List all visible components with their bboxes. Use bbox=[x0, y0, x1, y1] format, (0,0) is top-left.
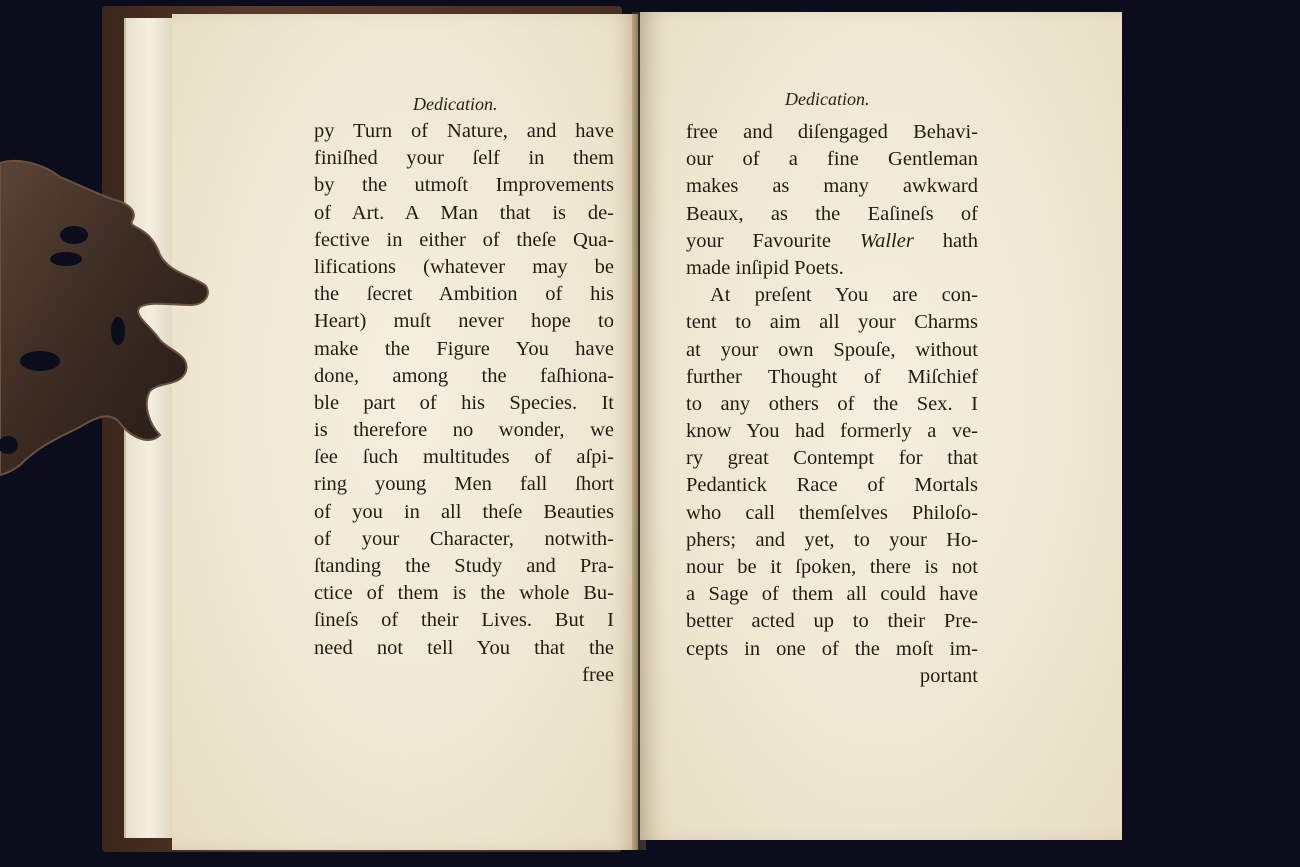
text-line: makes as many awkward bbox=[686, 175, 978, 198]
right-running-head: Dedication. bbox=[785, 89, 870, 109]
left-running-head: Dedication. bbox=[413, 94, 498, 114]
text-line: by the utmoſt Improvements bbox=[314, 174, 614, 197]
text-line: finiſhed your ſelf in them bbox=[314, 147, 614, 170]
text-line: ſee ſuch multitudes of aſpi- bbox=[314, 446, 614, 469]
text-line: your Favourite Waller hath bbox=[686, 229, 978, 252]
text-line: ring young Men fall ſhort bbox=[314, 473, 614, 496]
text-line: cepts in one of the moſt im- bbox=[686, 637, 978, 660]
text-line: at your own Spouſe, without bbox=[686, 338, 978, 361]
text-line: the ſecret Ambition of his bbox=[314, 283, 614, 306]
text-line: fective in either of theſe Qua- bbox=[314, 228, 614, 251]
text-line: to any others of the Sex. I bbox=[686, 392, 978, 415]
text-line: ry great Contempt for that bbox=[686, 447, 978, 470]
text-line: of you in all theſe Beauties bbox=[314, 500, 614, 523]
text-line: ſineſs of their Lives. But I bbox=[314, 609, 614, 632]
text-line: know You had formerly a ve- bbox=[686, 420, 978, 443]
text-line: Heart) muſt never hope to bbox=[314, 310, 614, 333]
text-line: Beaux, as the Eaſineſs of bbox=[686, 202, 978, 225]
left-page bbox=[172, 14, 638, 850]
text-line: better acted up to their Pre- bbox=[686, 610, 978, 633]
clip-hole bbox=[60, 226, 88, 244]
clip-hole bbox=[111, 317, 125, 345]
text-line: At preſent You are con- bbox=[710, 284, 978, 307]
text-line: nour be it ſpoken, there is not bbox=[686, 556, 978, 578]
clip-hole bbox=[20, 351, 60, 371]
text-line: free and diſengaged Behavi- bbox=[686, 121, 978, 143]
text-line: phers; and yet, to your Ho- bbox=[686, 528, 978, 551]
text-line: ſtanding the Study and Pra- bbox=[314, 555, 614, 577]
clip-hole bbox=[50, 252, 82, 266]
bookmark-clip bbox=[0, 155, 215, 485]
right-page-text bbox=[686, 119, 978, 690]
text-line: make the Figure You have bbox=[314, 337, 614, 360]
text-line: ctice of them is the whole Bu- bbox=[314, 582, 614, 605]
text-line: tent to aim all your Charms bbox=[686, 311, 978, 334]
clip-body bbox=[0, 161, 208, 475]
text-line: our of a fine Gentleman bbox=[686, 148, 978, 171]
text-line: ble part of his Species. It bbox=[314, 391, 614, 414]
left-page-text bbox=[314, 118, 614, 689]
text-line: py Turn of Nature, and have bbox=[314, 120, 614, 142]
text-line: who call themſelves Philoſo- bbox=[686, 501, 978, 524]
text-line: portant bbox=[919, 664, 978, 687]
text-line: made inſipid Poets. bbox=[686, 256, 844, 279]
text-line: of Art. A Man that is de- bbox=[314, 201, 614, 224]
text-line: done, among the faſhiona- bbox=[314, 364, 614, 387]
text-line: is therefore no wonder, we bbox=[314, 419, 614, 442]
text-line: free bbox=[582, 663, 614, 686]
text-line: lifications (whatever may be bbox=[314, 255, 614, 278]
text-line: Pedantick Race of Mortals bbox=[686, 474, 978, 497]
right-page bbox=[640, 12, 1122, 840]
text-line: further Thought of Miſchief bbox=[686, 365, 978, 388]
text-line: a Sage of them all could have bbox=[686, 583, 978, 606]
text-line: of your Character, notwith- bbox=[314, 527, 614, 550]
text-line: need not tell You that the bbox=[314, 636, 614, 659]
